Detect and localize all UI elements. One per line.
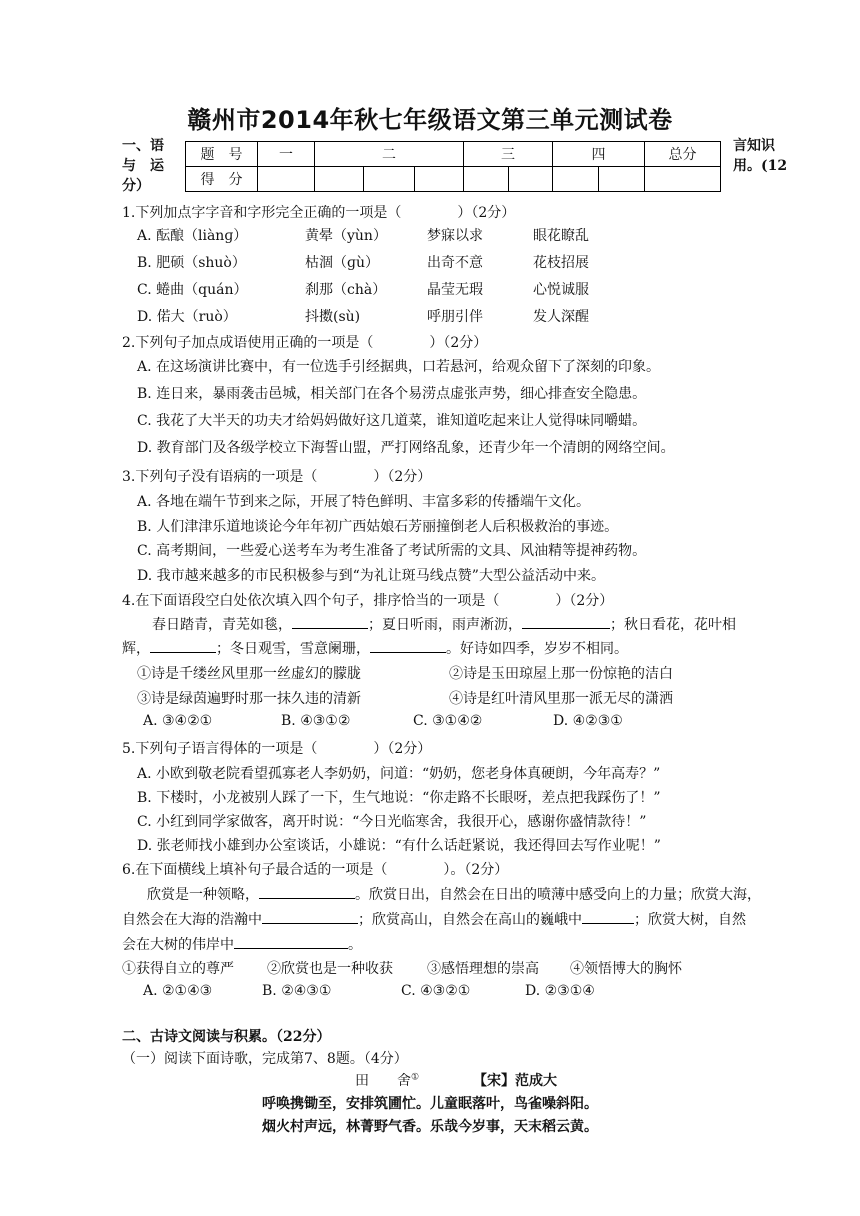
score-header-cell: 一 <box>258 142 315 167</box>
q6-text: 欣赏是一种领略， <box>147 887 259 903</box>
q4-stem: 4.在下面语段空白处依次填入四个句子，排序恰当的一项是（ ）（2分） <box>122 593 614 609</box>
q4-sentence-4: ④诗是红叶清风里那一派无尽的潇洒 <box>449 691 673 707</box>
q2-stem: 2.下列句子加点成语使用正确的一项是（ ）（2分） <box>122 335 488 351</box>
score-cell[interactable] <box>645 167 721 192</box>
score-label-cell: 得 分 <box>186 167 258 192</box>
q4-text: 春日踏青，青芜如毯， <box>152 617 292 633</box>
q5-option-d: D. 张老师找小雄到办公室谈话，小雄说：“有什么话赶紧说，我还得回去写作业呢！” <box>137 838 661 854</box>
score-header-cell: 四 <box>553 142 645 167</box>
score-cell[interactable] <box>509 167 553 192</box>
footnote-mark: ① <box>411 1072 420 1083</box>
q6-item-4: ④领悟博大的胸怀 <box>570 961 682 977</box>
q3-stem: 3.下列句子没有语病的一项是（ ）（2分） <box>122 469 432 485</box>
q4-blank[interactable] <box>292 614 368 629</box>
score-cell[interactable] <box>415 167 464 192</box>
q1-opt-b-4: 花枝招展 <box>533 255 589 271</box>
q3-option-c: C. 高考期间，一些爱心送考车为考生准备了考试所需的文具、风油精等提神药物。 <box>137 543 647 559</box>
q6-text: 自然会在大海的浩瀚中 <box>122 912 262 928</box>
poem-title <box>355 1070 419 1090</box>
q4-choice-d: D. ④②③① <box>553 713 623 729</box>
q1-stem: 1.下列加点字字音和字形完全正确的一项是（ ）（2分） <box>122 205 516 221</box>
score-cell[interactable] <box>258 167 315 192</box>
score-cell[interactable] <box>364 167 415 192</box>
q4-blank[interactable] <box>522 614 610 629</box>
section-label-line: 分） <box>122 178 150 194</box>
score-cell[interactable] <box>599 167 645 192</box>
q4-blank[interactable] <box>370 638 446 653</box>
section-label-right <box>733 136 787 176</box>
q4-text: 辉， <box>122 641 150 657</box>
q1-opt-a-3: 梦寐以求 <box>427 228 483 244</box>
q2-option-c: C. 我花了大半天的功夫才给妈妈做好这几道菜，谁知道吃起来让人觉得味同嚼蜡。 <box>137 413 647 429</box>
section-label-line: 与 运 <box>122 158 164 174</box>
q4-sentence-3: ③诗是绿茵遍野时那一抹久违的清新 <box>137 691 361 707</box>
q1-opt-b-1: B. 肥硕（shuò） <box>137 255 246 271</box>
section-2-title: 二、古诗文阅读与积累。（22分） <box>122 1029 331 1045</box>
q6-item-2: ②欣赏也是一种收获 <box>267 961 393 977</box>
q6-item-1: ①获得自立的尊严 <box>122 961 234 977</box>
score-table <box>185 141 721 192</box>
score-cell[interactable] <box>553 167 599 192</box>
q1-opt-a-2: 黄晕（yùn） <box>305 228 387 244</box>
q6-text: ；欣赏大树，自然 <box>634 912 746 928</box>
q6-passage-line3 <box>122 934 362 954</box>
q6-text: 。 <box>348 937 362 953</box>
exam-title: 赣州市2014年秋七年级语文第三单元测试卷 <box>187 106 673 134</box>
q6-passage-line2 <box>122 909 746 929</box>
q6-choice-a: A. ②①④③ <box>143 983 213 999</box>
q6-passage-line1 <box>147 884 761 904</box>
q5-option-a: A. 小欧到敬老院看望孤寡老人李奶奶，问道：“奶奶，您老身体真硬朗，今年高寿？” <box>137 766 661 782</box>
q6-choice-b: B. ②④③① <box>262 983 332 999</box>
q5-option-c: C. 小红到同学家做客，离开时说：“今日光临寒舍，我很开心，感谢你盛情款待！” <box>137 814 647 830</box>
q6-stem: 6.在下面横线上填补句子最合适的一项是（ ）。（2分） <box>122 862 509 878</box>
q6-blank[interactable] <box>262 909 358 924</box>
q5-stem: 5.下列句子语言得体的一项是（ ）（2分） <box>122 741 432 757</box>
q1-opt-a-4: 眼花瞭乱 <box>533 228 589 244</box>
q1-opt-a-1: A. 酝酿（liànɡ） <box>137 228 248 244</box>
poem-title-text: 田 舍 <box>355 1073 411 1089</box>
poem-line-1: 呼唤携锄至，安排筑圃忙。儿童眠落叶，鸟雀噪斜阳。 <box>262 1096 598 1112</box>
section-label-left <box>122 136 164 196</box>
q4-sentence-1: ①诗是千缕丝风里那一丝虚幻的朦胧 <box>137 666 361 682</box>
section-label-line: 用。(12 <box>733 158 788 174</box>
section-label-line: 言知识 <box>733 138 775 154</box>
score-header-row <box>186 142 721 167</box>
q1-opt-d-4: 发人深醒 <box>533 309 589 325</box>
q5-option-b: B. 下楼时，小龙被别人踩了一下，生气地说：“你走路不长眼呀，差点把我踩伤了！” <box>137 790 661 806</box>
q1-opt-d-1: D. 偌大（ruò） <box>137 309 237 325</box>
q4-sentence-2: ②诗是玉田琼屋上那一份惊艳的洁白 <box>449 666 673 682</box>
score-header-cell: 二 <box>315 142 464 167</box>
q3-option-d: D. 我市越来越多的市民积极参与到“为礼让斑马线点赞”大型公益活动中来。 <box>137 568 605 584</box>
section-label-line: 一、语 <box>122 138 164 154</box>
q3-option-b: B. 人们津津乐道地谈论今年年初广西姑娘石芳丽撞倒老人后积极救治的事迹。 <box>137 519 619 535</box>
q1-opt-b-3: 出奇不意 <box>427 255 483 271</box>
q4-passage-line1 <box>152 614 736 634</box>
q1-opt-c-1: C. 蜷曲（quán） <box>137 282 248 298</box>
q4-choice-b: B. ④③①② <box>281 713 351 729</box>
q4-blank[interactable] <box>150 638 216 653</box>
q1-opt-c-3: 晶莹无瑕 <box>427 282 483 298</box>
q6-blank[interactable] <box>259 884 355 899</box>
score-header-cell: 总分 <box>645 142 721 167</box>
q2-option-d: D. 教育部门及各级学校立下海誓山盟，严打网络乱象，还青少年一个清朗的网络空间。 <box>137 440 675 456</box>
poem-line-2: 烟火村声远，林菁野气香。乐哉今岁事，天末稻云黄。 <box>262 1119 598 1135</box>
q1-opt-b-2: 枯涸（ɡù） <box>305 255 379 271</box>
q1-opt-d-2: 抖擞(sù) <box>305 309 361 325</box>
score-cell[interactable] <box>315 167 364 192</box>
score-header-cell: 题 号 <box>186 142 258 167</box>
q6-choice-d: D. ②③①④ <box>525 983 595 999</box>
poem-author: 【宋】范成大 <box>473 1073 557 1089</box>
q4-text: ；秋日看花，花叶相 <box>610 617 736 633</box>
section-2-subtitle: （一）阅读下面诗歌，完成第7、8题。（4分） <box>122 1051 408 1067</box>
q4-choice-a: A. ③④②① <box>143 713 213 729</box>
score-value-row <box>186 167 721 192</box>
q1-opt-c-4: 心悦诚服 <box>533 282 589 298</box>
q6-text: ；欣赏高山，自然会在高山的巍峨中 <box>358 912 582 928</box>
q6-blank[interactable] <box>582 909 634 924</box>
q4-text: ；夏日听雨，雨声淅沥， <box>368 617 522 633</box>
q2-option-a: A. 在这场演讲比赛中，有一位选手引经据典，口若悬河，给观众留下了深刻的印象。 <box>137 359 661 375</box>
q2-option-b: B. 连日来，暴雨袭击邑城，相关部门在各个易涝点虚张声势，细心排查安全隐患。 <box>137 386 647 402</box>
q6-choice-c: C. ④③②① <box>401 983 471 999</box>
q4-text: ；冬日观雪，雪意阑珊， <box>216 641 370 657</box>
score-header-cell: 三 <box>464 142 553 167</box>
q4-passage-line2 <box>122 638 628 658</box>
q3-option-a: A. 各地在端午节到来之际，开展了特色鲜明、丰富多彩的传播端午文化。 <box>137 494 591 510</box>
q6-blank[interactable] <box>234 934 348 949</box>
q1-opt-c-2: 刹那（chà） <box>305 282 387 298</box>
q4-choice-c: C. ③①④② <box>413 713 483 729</box>
q4-text: 。好诗如四季，岁岁不相同。 <box>446 641 628 657</box>
q6-item-3: ③感悟理想的崇高 <box>427 961 539 977</box>
q6-text: 。欣赏日出，自然会在日出的喷薄中感受向上的力量；欣赏大海， <box>355 887 761 903</box>
score-cell[interactable] <box>464 167 509 192</box>
q1-opt-d-3: 呼朋引伴 <box>427 309 483 325</box>
q6-text: 会在大树的伟岸中 <box>122 937 234 953</box>
